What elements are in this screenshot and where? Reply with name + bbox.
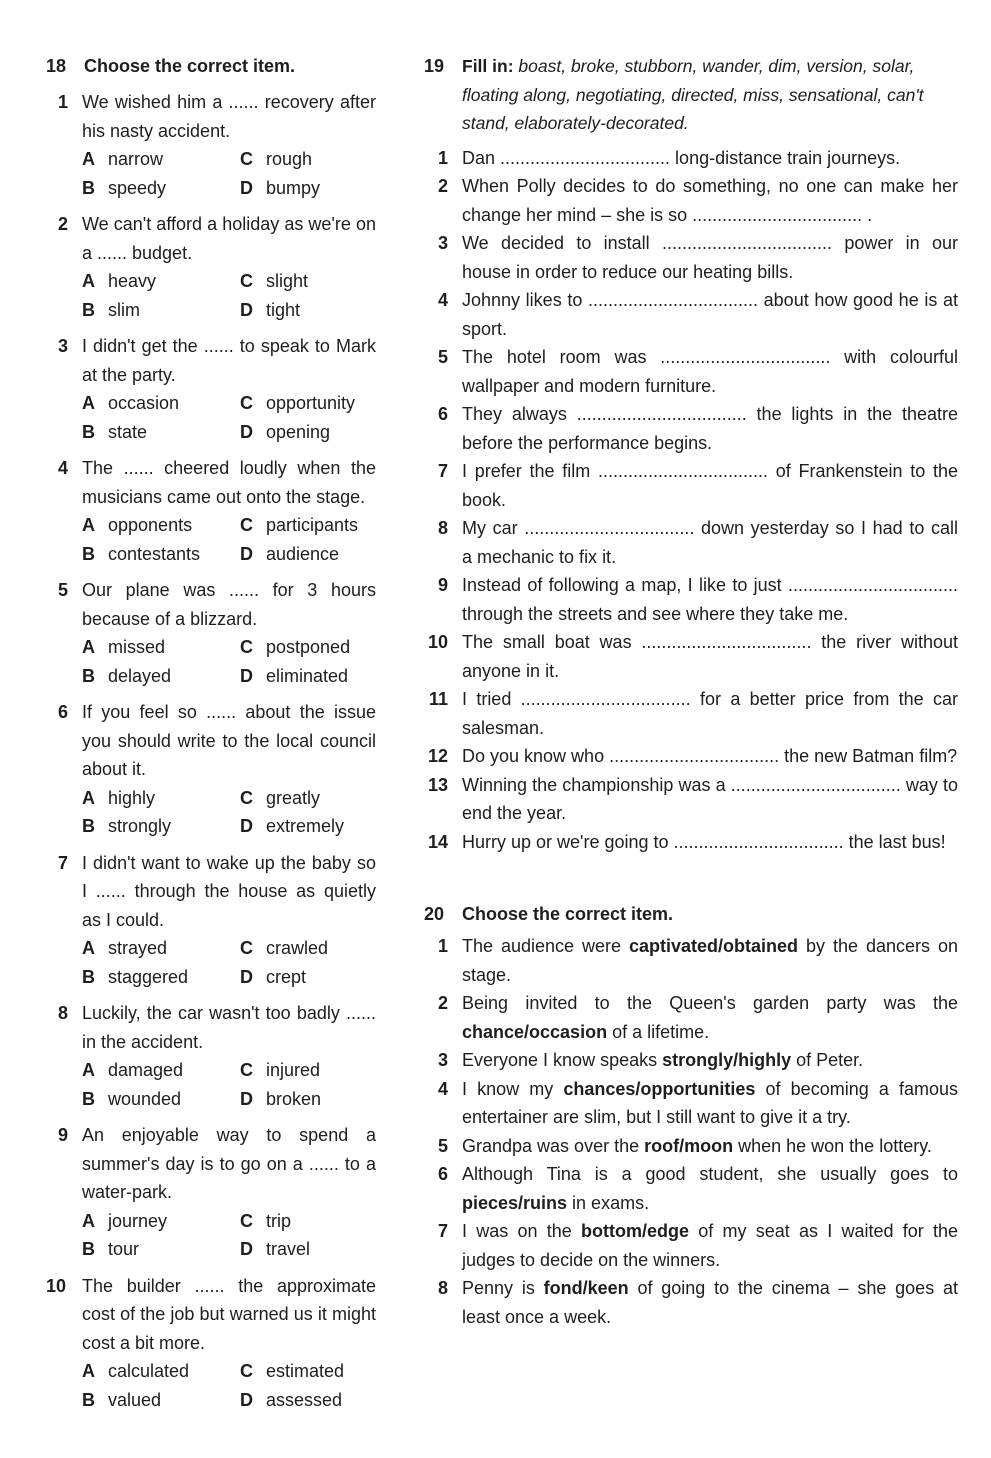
answer-option[interactable]	[240, 1235, 390, 1264]
question-text: When Polly decides to do something, no one can make her change her mind – she is so .................................. .	[462, 176, 958, 225]
question-text	[460, 932, 958, 989]
question-text: If you feel so ...... about the issue you should write to the local council about it.	[82, 702, 376, 779]
option-letter: D	[240, 966, 253, 987]
question-item	[46, 1272, 376, 1415]
option-letter: D	[240, 299, 253, 320]
answer-option[interactable]	[82, 784, 240, 813]
option-letter: C	[240, 787, 253, 808]
question-row	[424, 457, 958, 514]
exercise-19-questions	[424, 144, 958, 857]
option-text: extremely	[266, 816, 345, 836]
question-text	[460, 1075, 958, 1132]
answer-option[interactable]	[240, 389, 390, 418]
question-number: 14	[427, 831, 448, 852]
question-number: 12	[427, 746, 448, 766]
question-text	[460, 1274, 958, 1331]
sentence-end: by the dancers on stage.	[462, 936, 958, 985]
option-letter: A	[82, 1210, 95, 1231]
answer-option[interactable]	[240, 1085, 390, 1114]
question-row	[46, 210, 376, 267]
option-text: heavy	[108, 271, 157, 291]
answer-option[interactable]	[240, 1207, 390, 1236]
question-number: 6	[437, 404, 448, 424]
question-row	[424, 685, 958, 742]
fill-in-label: Fill in:	[462, 56, 514, 76]
answer-option[interactable]	[240, 145, 390, 174]
question-number: 4	[58, 458, 69, 478]
question-number: 1	[437, 147, 448, 168]
question-number: 1	[437, 936, 448, 956]
sentence-start: I was on the	[462, 1221, 582, 1241]
answer-options	[82, 145, 376, 202]
option-text: travel	[266, 1239, 311, 1259]
option-text: slim	[108, 299, 140, 320]
question-number: 7	[437, 461, 448, 481]
question-row	[46, 999, 376, 1056]
question-number: 8	[437, 518, 448, 538]
exercise-19-heading	[424, 52, 958, 138]
answer-option[interactable]	[82, 1085, 240, 1114]
option-letter: D	[240, 177, 253, 198]
question-text: We decided to install .................................. power in our house in order to reduce our heating bills.	[462, 233, 958, 282]
option-letter: A	[82, 1361, 95, 1381]
question-number: 10	[46, 1275, 67, 1296]
answer-choice[interactable]: captivated/obtained	[629, 936, 799, 956]
answer-option[interactable]	[240, 934, 390, 963]
question-text: We wished him a ...... recovery after his nasty accident.	[82, 92, 376, 141]
question-number: 1	[58, 92, 69, 112]
question-number: 5	[437, 1135, 448, 1156]
question-item	[46, 210, 376, 324]
question-row	[424, 1075, 958, 1132]
option-text: wounded	[108, 1088, 182, 1109]
option-text: crawled	[266, 938, 329, 958]
question-number: 11	[428, 689, 448, 709]
question-text: The hotel room was .................................. with colourful wallpaper and modern furniture.	[462, 347, 958, 396]
answer-option[interactable]	[82, 511, 240, 540]
answer-option[interactable]	[82, 1357, 240, 1386]
option-letter: A	[82, 1060, 95, 1080]
question-row	[424, 1217, 958, 1274]
question-text	[460, 1217, 958, 1274]
option-letter: C	[240, 938, 253, 958]
question-item	[46, 88, 376, 202]
exercise-20-heading	[424, 900, 958, 928]
question-row	[424, 400, 958, 457]
answer-option[interactable]	[240, 812, 390, 841]
answer-option[interactable]	[240, 1357, 390, 1386]
question-text: Winning the championship was a .................................. way to end the year.	[462, 774, 958, 823]
answer-choice[interactable]: bottom/edge	[581, 1221, 690, 1241]
option-text: postponed	[266, 637, 351, 657]
sentence-end: of Peter.	[791, 1050, 864, 1070]
word-bank	[462, 52, 958, 138]
question-row	[46, 1272, 376, 1358]
option-text: valued	[108, 1389, 162, 1410]
question-row	[424, 742, 958, 771]
question-item	[46, 698, 376, 841]
question-text: The small boat was .................................. the river without anyone in it.	[462, 632, 958, 681]
question-row	[424, 1160, 958, 1217]
question-item	[46, 332, 376, 446]
right-column	[424, 52, 958, 1331]
option-letter: B	[82, 816, 95, 836]
question-text	[460, 989, 958, 1046]
answer-option[interactable]	[240, 418, 390, 447]
question-text: Our plane was ...... for 3 hours because of a blizzard.	[82, 580, 376, 629]
option-letter: D	[240, 421, 253, 442]
answer-option[interactable]	[82, 1207, 240, 1236]
question-number: 3	[58, 336, 69, 356]
option-text: narrow	[108, 149, 164, 169]
question-item	[46, 999, 376, 1113]
question-row	[424, 514, 958, 571]
question-item	[46, 1121, 376, 1264]
question-number: 6	[58, 702, 69, 722]
question-row	[46, 332, 376, 389]
question-row	[424, 932, 958, 989]
option-text: trip	[266, 1210, 292, 1231]
question-item	[46, 454, 376, 568]
question-row	[424, 771, 958, 828]
answer-options	[82, 389, 376, 446]
question-row	[424, 229, 958, 286]
option-text: crept	[266, 966, 307, 987]
answer-option[interactable]	[82, 1056, 240, 1085]
question-row	[424, 628, 958, 685]
question-number: 2	[58, 214, 69, 234]
answer-choice[interactable]: roof/moon	[644, 1135, 734, 1156]
option-text: eliminated	[266, 665, 349, 686]
answer-option[interactable]	[82, 633, 240, 662]
option-text: rough	[266, 149, 313, 169]
answer-option[interactable]	[82, 540, 240, 569]
option-letter: B	[82, 1389, 95, 1410]
sentence-start: Grandpa was over the	[462, 1135, 645, 1156]
answer-option[interactable]	[82, 662, 240, 691]
answer-option[interactable]	[82, 145, 240, 174]
question-row	[424, 286, 958, 343]
option-letter: A	[82, 515, 95, 535]
option-text: occasion	[108, 393, 180, 413]
option-text: state	[108, 421, 148, 442]
option-letter: A	[82, 271, 95, 291]
sentence-end: when he won the lottery.	[733, 1135, 932, 1156]
option-letter: B	[82, 665, 95, 686]
sentence-start: Penny is	[462, 1278, 544, 1298]
answer-option[interactable]	[82, 1235, 240, 1264]
option-letter: B	[82, 543, 95, 564]
option-letter: D	[240, 543, 253, 564]
answer-option[interactable]	[240, 511, 390, 540]
question-row	[46, 1121, 376, 1207]
answer-option[interactable]	[240, 963, 390, 992]
question-text: I prefer the film .................................. of Frankenstein to the book.	[462, 461, 958, 510]
question-text: An enjoyable way to spend a summer's day is to go on a ...... to a water-park.	[82, 1125, 376, 1202]
answer-option[interactable]	[240, 267, 390, 296]
question-text: Instead of following a map, I like to just .................................. through the streets and see where they take me.	[462, 575, 958, 624]
question-number: 10	[427, 632, 448, 652]
question-number: 9	[437, 575, 448, 595]
option-letter: A	[82, 149, 95, 169]
answer-option[interactable]	[82, 174, 240, 203]
question-number: 13	[427, 774, 448, 795]
question-row	[424, 828, 958, 857]
option-letter: B	[82, 177, 95, 198]
option-text: opening	[266, 421, 331, 442]
option-text: opponents	[108, 515, 193, 535]
exercise-18-questions	[46, 88, 376, 1414]
answer-option[interactable]	[82, 418, 240, 447]
exercise-number: 20	[424, 904, 445, 924]
question-row	[424, 1132, 958, 1161]
question-text	[460, 1046, 958, 1075]
sentence-end: of a lifetime.	[607, 1021, 710, 1042]
answer-options	[82, 1357, 376, 1414]
exercise-20-questions	[424, 932, 958, 1331]
exercise-title: Choose the correct item.	[462, 904, 674, 924]
question-number: 2	[437, 176, 448, 196]
option-letter: B	[82, 1239, 95, 1259]
option-text: slight	[266, 271, 309, 291]
option-text: strongly	[108, 816, 172, 836]
question-text: The ...... cheered loudly when the musicians came out onto the stage.	[82, 458, 376, 507]
exercise-title: Choose the correct item.	[84, 56, 296, 76]
question-text: The builder ...... the approximate cost of the job but warned us it might cost a bit more.	[82, 1275, 376, 1353]
sentence-end: of becoming a famous entertainer are slim, but I still want to give it a try.	[462, 1078, 958, 1127]
word-list: boast, broke, stubborn, wander, dim, version, solar, floating along, negotiating, directed, miss, sensational, can't stand, elaborately-decorated.	[462, 56, 924, 133]
option-letter: D	[240, 1389, 253, 1410]
answer-option[interactable]	[82, 296, 240, 325]
option-text: injured	[266, 1060, 321, 1080]
option-letter: D	[240, 816, 253, 836]
sentence-start: Although Tina is a good student, she usually goes to	[462, 1164, 958, 1184]
option-text: participants	[266, 515, 359, 535]
question-number: 9	[58, 1125, 69, 1145]
option-letter: C	[240, 1060, 253, 1080]
option-letter: C	[240, 637, 253, 657]
question-text	[460, 1132, 958, 1161]
exercise-number: 19	[424, 56, 445, 76]
sentence-start: The audience were	[462, 936, 629, 956]
option-letter: C	[240, 515, 253, 535]
answer-options	[82, 934, 376, 991]
question-number: 2	[437, 993, 448, 1013]
option-text: estimated	[266, 1361, 345, 1381]
answer-choice[interactable]: strongly/highly	[662, 1050, 792, 1070]
question-number: 4	[437, 1078, 448, 1099]
sentence-start: Being invited to the Queen's garden party was the	[462, 993, 958, 1013]
option-text: speedy	[108, 177, 167, 198]
question-number: 7	[58, 852, 69, 873]
option-text: journey	[108, 1210, 168, 1231]
option-letter: A	[82, 393, 95, 413]
question-row	[46, 576, 376, 633]
answer-option[interactable]	[240, 1386, 390, 1415]
option-text: greatly	[266, 787, 321, 808]
option-text: tour	[108, 1239, 140, 1259]
option-letter: C	[240, 271, 253, 291]
question-number: 5	[58, 580, 69, 600]
question-number: 8	[58, 1003, 69, 1023]
option-text: audience	[266, 543, 340, 564]
answer-option[interactable]	[82, 963, 240, 992]
question-row	[424, 1274, 958, 1331]
answer-option[interactable]	[82, 267, 240, 296]
option-letter: D	[240, 1088, 253, 1109]
exercise-number: 18	[46, 56, 67, 76]
answer-options	[82, 1056, 376, 1113]
question-text: We can't afford a holiday as we're on a ...... budget.	[82, 214, 376, 263]
question-number: 3	[437, 233, 448, 253]
option-letter: B	[82, 299, 95, 320]
question-row	[424, 989, 958, 1046]
question-row	[46, 698, 376, 784]
question-text: I didn't get the ...... to speak to Mark at the party.	[82, 336, 376, 385]
question-row	[424, 172, 958, 229]
question-text: I tried .................................. for a better price from the car salesman.	[462, 689, 958, 738]
answer-option[interactable]	[240, 540, 390, 569]
option-text: contestants	[108, 543, 201, 564]
answer-option[interactable]	[82, 934, 240, 963]
answer-option[interactable]	[240, 662, 390, 691]
question-text: Luckily, the car wasn't too badly ...... in the accident.	[82, 1003, 376, 1052]
answer-option[interactable]	[240, 784, 390, 813]
option-text: bumpy	[266, 177, 321, 198]
answer-options	[82, 267, 376, 324]
sentence-end: of my seat as I waited for the judges to decide on the winners.	[462, 1221, 959, 1270]
question-number: 4	[437, 290, 448, 310]
option-text: staggered	[108, 966, 189, 987]
option-text: broken	[266, 1088, 322, 1109]
option-letter: B	[82, 966, 95, 987]
option-letter: A	[82, 938, 95, 958]
answer-option[interactable]	[240, 174, 390, 203]
option-letter: A	[82, 637, 95, 657]
question-item	[46, 576, 376, 690]
question-text: Do you know who .................................. the new Batman film?	[462, 746, 958, 766]
question-row	[424, 1046, 958, 1075]
question-row	[46, 454, 376, 511]
question-row	[424, 144, 958, 173]
answer-option[interactable]	[240, 296, 390, 325]
question-text: I didn't want to wake up the baby so I ...... through the house as quietly as I could.	[82, 852, 376, 930]
option-letter: D	[240, 665, 253, 686]
question-number: 7	[437, 1221, 448, 1241]
option-letter: B	[82, 1088, 95, 1109]
question-number: 8	[437, 1278, 448, 1298]
option-text: tight	[266, 299, 301, 320]
sentence-end: of going to the cinema – she goes at least once a week.	[462, 1278, 959, 1327]
exercise-18-heading	[46, 52, 376, 80]
answer-options	[82, 1207, 376, 1264]
question-item	[46, 849, 376, 992]
answer-options	[82, 784, 376, 841]
question-row	[424, 343, 958, 400]
option-letter: B	[82, 421, 95, 442]
option-text: damaged	[108, 1060, 184, 1080]
question-text	[460, 1160, 958, 1217]
answer-option[interactable]	[240, 1056, 390, 1085]
question-number: 5	[437, 347, 448, 367]
question-row	[46, 88, 376, 145]
answer-choice[interactable]: chance/occasion	[462, 1021, 608, 1042]
option-text: assessed	[266, 1389, 343, 1410]
sentence-start: I know my	[462, 1078, 564, 1099]
option-text: delayed	[108, 665, 172, 686]
question-number: 6	[437, 1164, 448, 1184]
answer-choice[interactable]: fond/keen	[543, 1278, 629, 1298]
question-row	[424, 571, 958, 628]
option-text: opportunity	[266, 393, 356, 413]
answer-choice[interactable]: pieces/ruins	[462, 1192, 568, 1213]
sentence-end: in exams.	[567, 1192, 650, 1213]
option-letter: C	[240, 1210, 253, 1231]
answer-option[interactable]	[82, 1386, 240, 1415]
answer-option[interactable]	[240, 633, 390, 662]
exercise-18	[46, 52, 376, 1414]
option-letter: D	[240, 1239, 253, 1259]
answer-choice[interactable]: chances/opportunities	[563, 1078, 756, 1099]
answer-options	[82, 633, 376, 690]
answer-option[interactable]	[82, 389, 240, 418]
question-row	[46, 849, 376, 935]
option-letter: C	[240, 1361, 253, 1381]
sentence-start: Everyone I know speaks	[462, 1050, 663, 1070]
option-text: missed	[108, 637, 166, 657]
option-letter: C	[240, 393, 253, 413]
option-text: highly	[108, 787, 156, 808]
question-text: Dan .................................. long-distance train journeys.	[462, 147, 901, 168]
option-text: strayed	[108, 938, 168, 958]
question-text: They always .................................. the lights in the theatre before the performance begins.	[462, 404, 958, 453]
option-letter: C	[240, 149, 253, 169]
question-number: 3	[437, 1050, 448, 1070]
question-text: Johnny likes to .................................. about how good he is at sport.	[462, 290, 958, 339]
answer-options	[82, 511, 376, 568]
answer-option[interactable]	[82, 812, 240, 841]
question-text: My car .................................. down yesterday so I had to call a mechanic to fix it.	[462, 518, 958, 567]
question-text: Hurry up or we're going to .................................. the last bus!	[462, 831, 946, 852]
option-letter: A	[82, 787, 95, 808]
option-text: calculated	[108, 1361, 190, 1381]
